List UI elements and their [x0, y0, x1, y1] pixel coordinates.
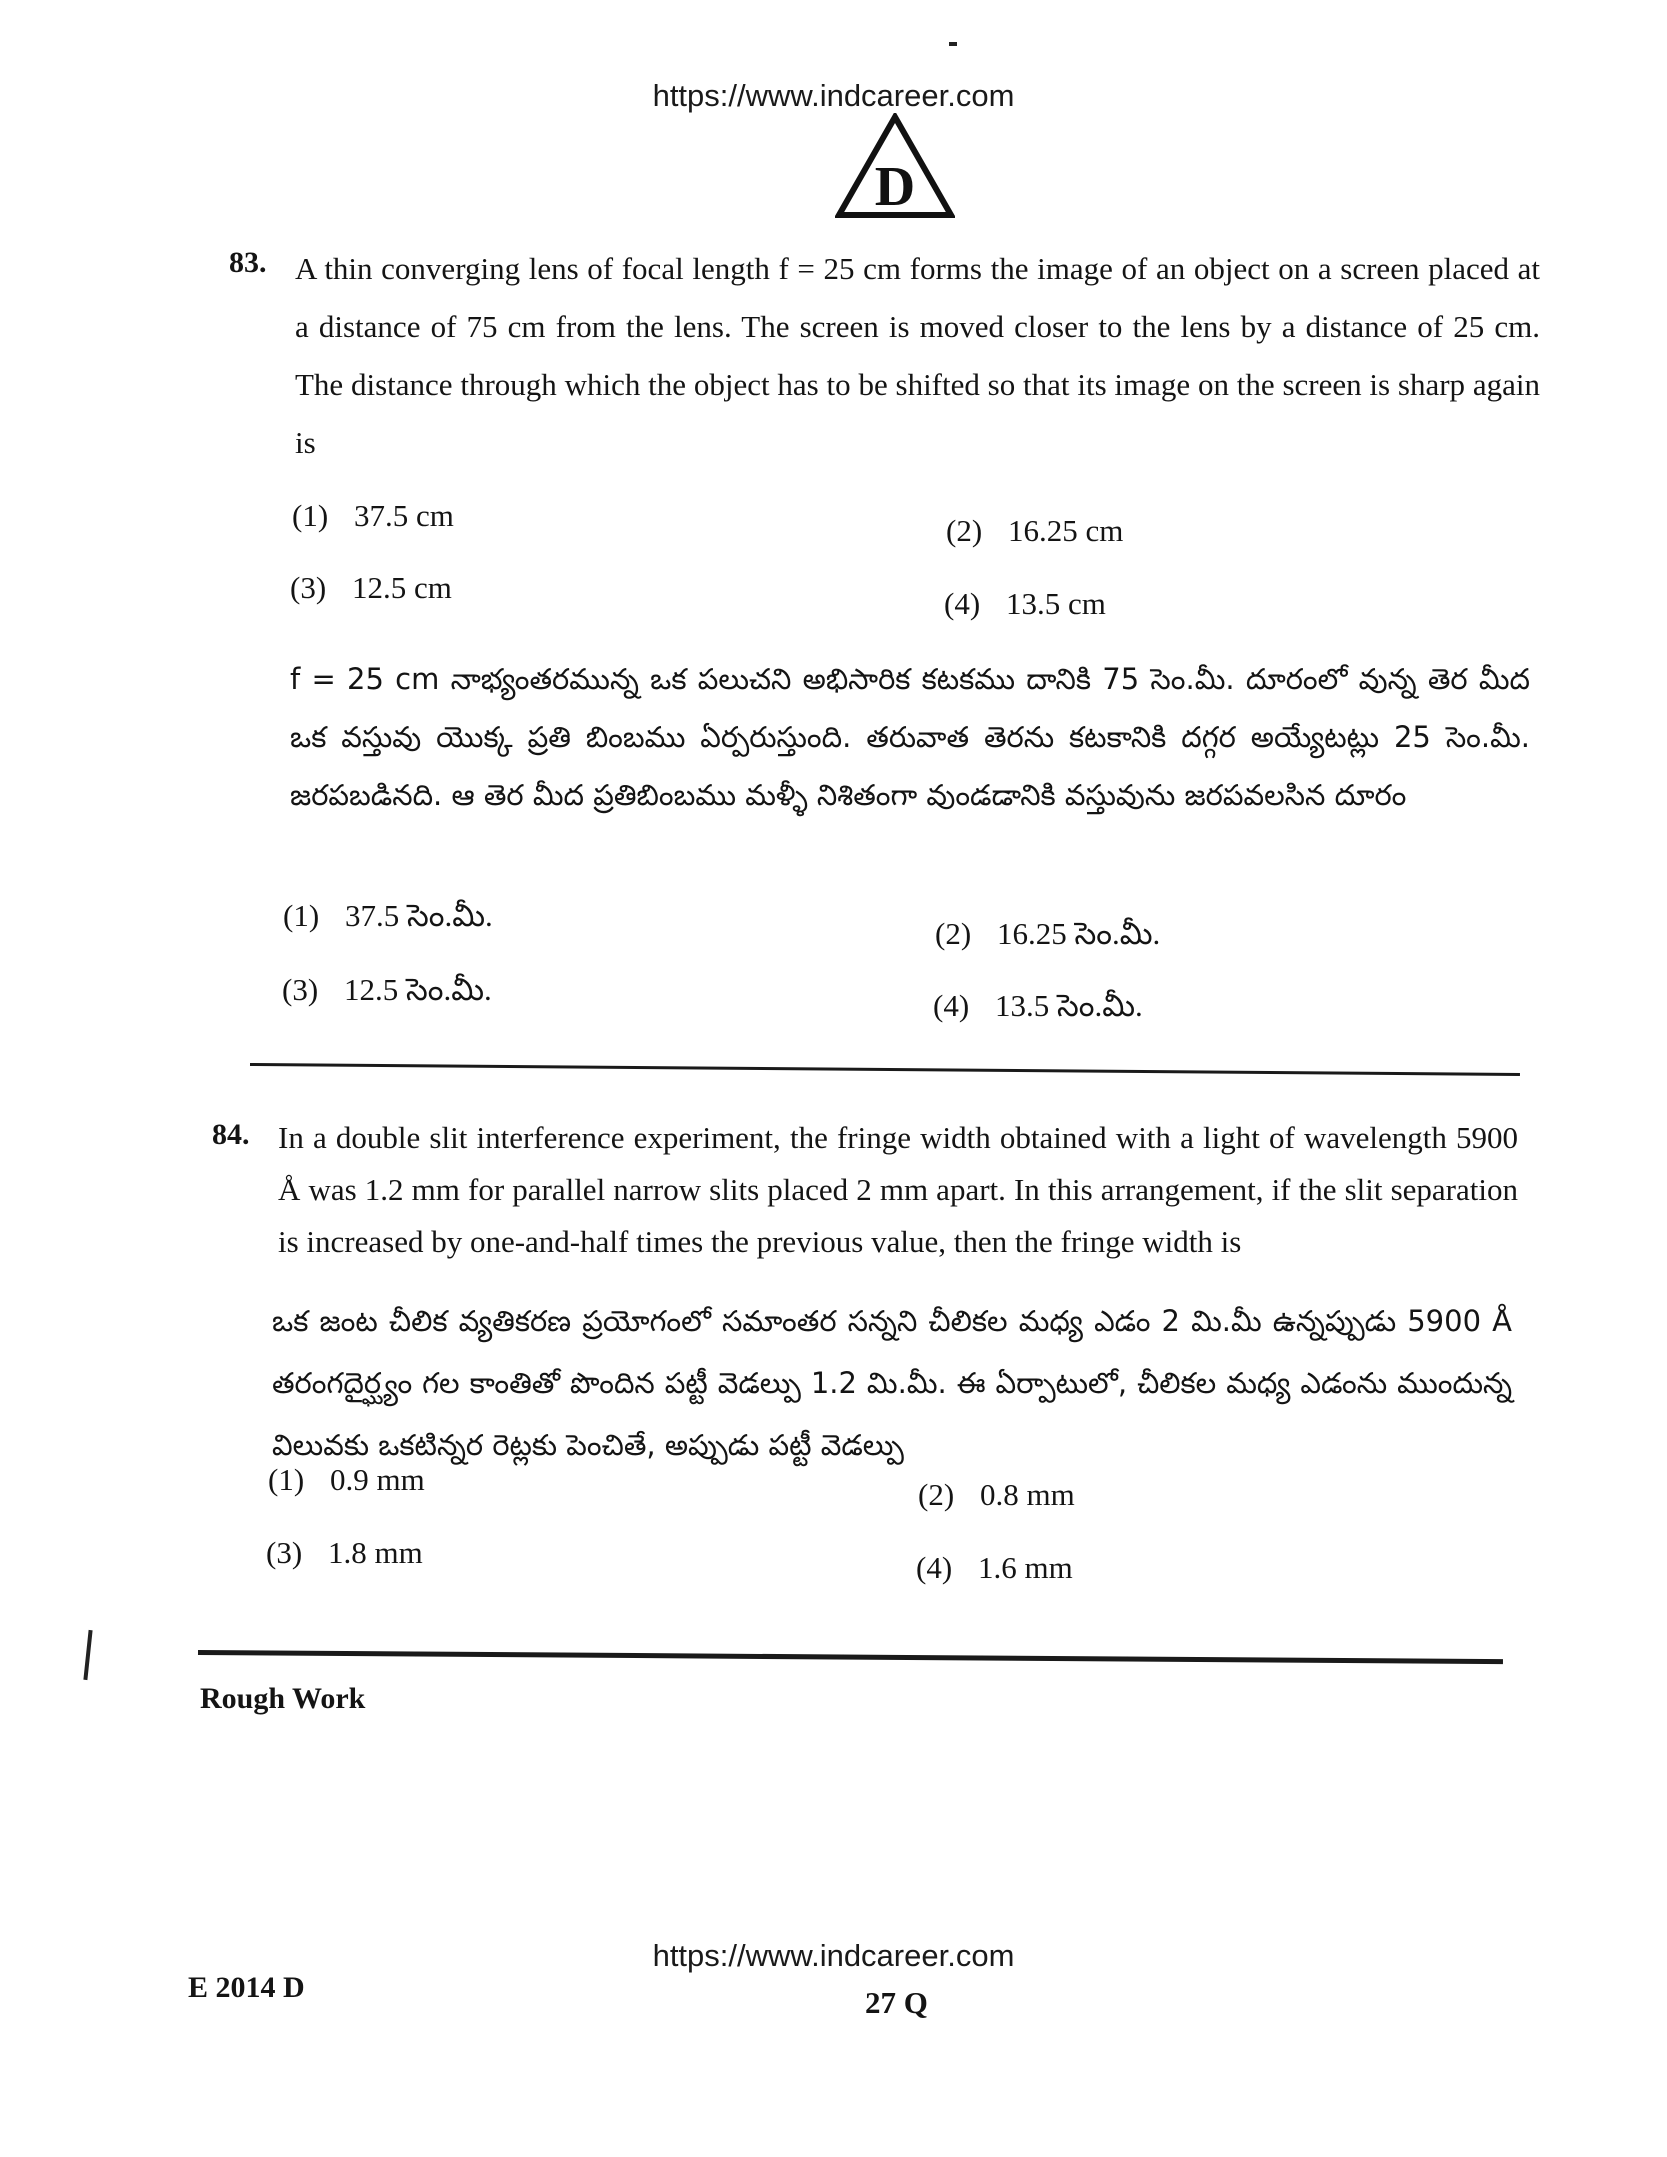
option-label: (3)	[290, 570, 327, 605]
option-2	[946, 513, 1123, 549]
option-text: 16.25 సెం.మీ.	[997, 916, 1161, 951]
scan-margin-mark	[83, 1630, 92, 1680]
option-label: (2)	[935, 916, 972, 951]
paper-code: E 2014 D	[188, 1971, 305, 2004]
option-4-telugu	[933, 988, 1143, 1031]
option-label: (2)	[918, 1477, 955, 1512]
set-badge	[835, 113, 955, 221]
page-number: 27 Q	[865, 1985, 928, 2020]
rough-work-divider	[198, 1650, 1503, 1664]
set-letter: D	[874, 156, 916, 218]
question-text-english: A thin converging lens of focal length f = 25 cm forms the image of an object on a screen placed at a distance of 75 cm from the lens. The screen is moved closer to the lens by a distance of 25 cm. The distance through which the object has to be shifted so that its image on the screen is sharp again is	[295, 251, 1540, 460]
option-label: (3)	[266, 1535, 303, 1570]
option-4	[916, 1550, 1073, 1586]
option-3-telugu	[282, 972, 492, 1015]
option-2-telugu	[935, 916, 1160, 959]
option-label: (4)	[933, 988, 970, 1023]
option-3	[266, 1535, 423, 1571]
option-1	[292, 498, 454, 534]
option-4	[944, 586, 1106, 622]
option-text: 16.25 cm	[1008, 513, 1124, 548]
option-label: (4)	[916, 1550, 953, 1585]
header-url: https://www.indcareer.com	[652, 78, 1015, 113]
option-label: (1)	[292, 498, 329, 533]
option-text: 13.5 cm	[1006, 586, 1106, 621]
scan-speck	[949, 42, 957, 46]
footer-url: https://www.indcareer.com	[652, 1938, 1015, 1973]
rough-work-label: Rough Work	[200, 1682, 366, 1715]
question-text-telugu: f = 25 cm నాభ్యంతరమున్న ఒక పలుచని అభిసారిక కటకము దానికి 75 సెం.మీ. దూరంలో వున్న తెర మీద ఒక వస్తువు యొక్క ప్రతి బింబము ఏర్పరుస్తుంది. తరువాత తెరను కటకానికి దగ్గర అయ్యేటట్లు 25 సెం.మీ. జరపబడినది. ఆ తెర మీద ప్రతిబింబము మళ్ళీ నిశితంగా వుండడానికి వస్తువును జరపవలసిన దూరం	[290, 662, 1530, 812]
option-1	[268, 1462, 425, 1498]
option-text: 37.5 సెం.మీ.	[345, 898, 493, 933]
option-text: 12.5 సెం.మీ.	[344, 972, 492, 1007]
question-divider	[250, 1063, 1520, 1076]
option-label: (3)	[282, 972, 319, 1007]
triangle-badge-icon	[835, 113, 955, 221]
option-label: (1)	[283, 898, 320, 933]
option-2	[918, 1477, 1075, 1513]
option-label: (4)	[944, 586, 981, 621]
option-1-telugu	[283, 898, 493, 941]
option-label: (2)	[946, 513, 983, 548]
question-number: 84.	[212, 1118, 250, 1151]
option-text: 12.5 cm	[352, 570, 452, 605]
option-text: 37.5 cm	[354, 498, 454, 533]
option-text: 0.8 mm	[980, 1477, 1075, 1512]
question-number: 83.	[229, 246, 267, 279]
question-text-english: In a double slit interference experiment, the fringe width obtained with a light of wavelength 5900 Å was 1.2 mm for parallel narrow slits placed 2 mm apart. In this arrangement, if the slit separation is increased by one-and-half times the previous value, then the fringe width is	[278, 1120, 1518, 1259]
option-text: 1.8 mm	[328, 1535, 423, 1570]
option-text: 0.9 mm	[330, 1462, 425, 1497]
option-text: 13.5 సెం.మీ.	[995, 988, 1143, 1023]
option-label: (1)	[268, 1462, 305, 1497]
option-text: 1.6 mm	[978, 1550, 1073, 1585]
option-3	[290, 570, 452, 606]
question-text-telugu: ఒక జంట చీలిక వ్యతికరణ ప్రయోగంలో సమాంతర సన్నని చీలికల మధ్య ఎడం 2 మి.మీ ఉన్నప్పుడు 5900 Å తరంగదైర్ఘ్యం గల కాంతితో పొందిన పట్టీ వెడల్పు 1.2 మి.మీ. ఈ ఏర్పాటులో, చీలికల మధ్య ఎడంను ముందున్న విలువకు ఒకటిన్నర రెట్లకు పెంచితే, అప్పుడు పట్టీ వెడల్పు	[272, 1304, 1512, 1462]
